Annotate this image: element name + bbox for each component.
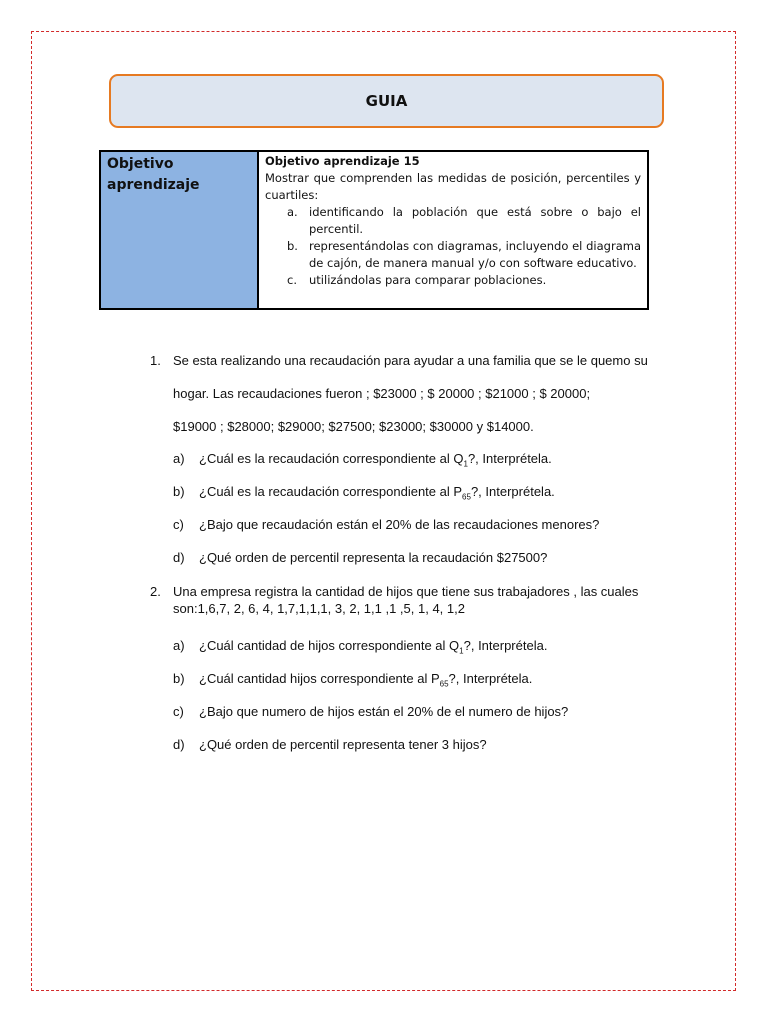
page-title: GUIA	[365, 92, 408, 110]
question-2-number: 2.	[150, 584, 161, 599]
objective-item: b. representándolas con diagramas, incluyendo el diagrama de cajón, de manera manual y/o con software educativo.	[287, 239, 641, 270]
title-box	[109, 74, 664, 128]
objective-item: c. utilizándolas para comparar poblaciones.	[287, 273, 547, 287]
question-1b: b) ¿Cuál es la recaudación correspondiente al $P_{65}$?, Interprétela.	[173, 484, 555, 502]
question-1-line: $19000 ; $28000; $29000; $27500; $23000; $30000 y $14000.	[173, 419, 534, 434]
objective-intro: Mostrar que comprenden las medidas de posición, percentiles y cuartiles:	[265, 171, 641, 202]
objective-table	[99, 150, 649, 310]
question-2c: c) ¿Bajo que numero de hijos están el 20% de el numero de hijos?	[173, 704, 569, 719]
question-1d: d) ¿Qué orden de percentil representa la recaudación $27500?	[173, 550, 548, 565]
objective-heading: Objetivo aprendizaje 15	[265, 154, 420, 168]
question-2-line: 2. Una empresa registra la cantidad de hijos que tiene sus trabajadores , las cuales	[150, 584, 639, 599]
question-1a: a) ¿Cuál es la recaudación correspondiente al $Q_1$?, Interprétela.	[173, 451, 552, 469]
question-1-line: hogar. Las recaudaciones fueron ; $23000 ; $ 20000 ; $21000 ; $ 20000;	[173, 386, 591, 401]
question-2b: b) ¿Cuál cantidad hijos correspondiente al $P_{65}$?, Interprétela.	[173, 671, 533, 689]
objective-content	[259, 152, 647, 308]
question-2-line: son:1,6,7, 2, 6, 4, 1,7,1,1,1, 3, 2, 1,1 ,1 ,5, 1, 4, 1,2	[173, 601, 465, 616]
question-1c: c) ¿Bajo que recaudación están el 20% de las recaudaciones menores?	[173, 517, 600, 532]
objective-item: a. identificando la población que está sobre o bajo el percentil.	[287, 205, 641, 236]
question-2d: d) ¿Qué orden de percentil representa tener 3 hijos?	[173, 737, 487, 752]
question-1-number: 1.	[150, 353, 161, 368]
objective-list	[265, 204, 641, 289]
objective-label: Objetivo aprendizaje	[101, 152, 259, 308]
question-1-line: 1. Se esta realizando una recaudación para ayudar a una familia que se le quemo su	[150, 353, 648, 368]
question-2a: a) ¿Cuál cantidad de hijos correspondiente al $Q_1$?, Interprétela.	[173, 638, 548, 656]
